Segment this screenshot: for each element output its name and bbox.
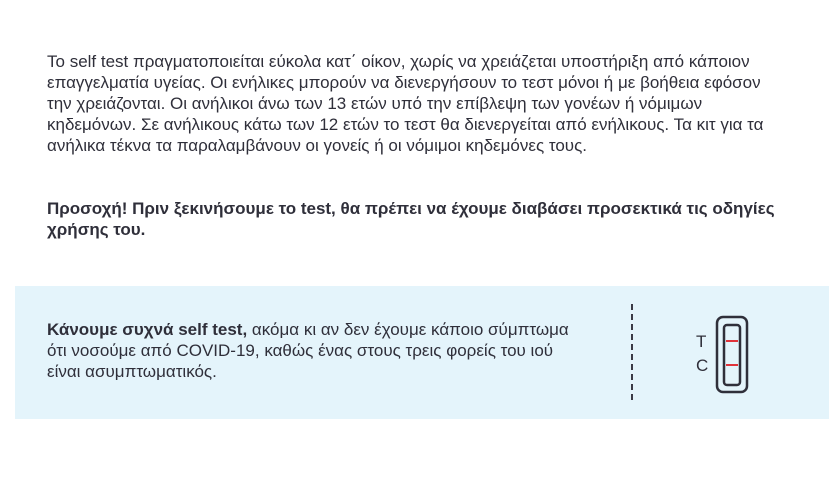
dashed-divider [631, 304, 633, 400]
test-label-t: T [696, 332, 707, 351]
info-bold-text: Κάνουμε συχνά self test, [47, 320, 248, 339]
info-text [47, 319, 582, 382]
intro-paragraph: Το self test πραγματοποιείται εύκολα κατ΄ οίκον, χωρίς να χρειάζεται υποστήριξη από κάποιον επαγγελματία υγείας. Οι ενήλικες μπορούν να διενεργήσουν το τεστ μόνοι ή με βοήθεια εφόσον την χρειάζονται. Οι ανήλικοι άνω των 13 ετών υπό την επίβλεψη των γονέων ή νόμιμων κηδεμόνων. Σε ανήλικους κάτω των 12 ετών το τεστ θα διενεργείται από ενήλικους. Τα κιτ για τα ανήλικα τέκνα τα παραλαμβάνουν οι γονείς ή οι νόμιμοι κηδεμόνες τους. [47, 52, 764, 155]
info-body-text: ακόμα κι αν δεν έχουμε κάποιο σύμπτωμα ότι νοσούμε από COVID-19, καθώς ένας στους τρεις φορείς του ιού είναι ασυμπτωματικός. [47, 320, 569, 381]
warning-paragraph: Προσοχή! Πριν ξεκινήσουμε το test, θα πρέπει να έχουμε διαβάσει προσεκτικά τις οδηγίες χρήσης του. [47, 199, 775, 239]
cassette-outer [717, 317, 747, 392]
cassette-window [724, 325, 740, 385]
info-panel [15, 286, 829, 419]
test-label-c: C [696, 356, 709, 375]
rapid-test-cassette-icon [694, 314, 754, 394]
